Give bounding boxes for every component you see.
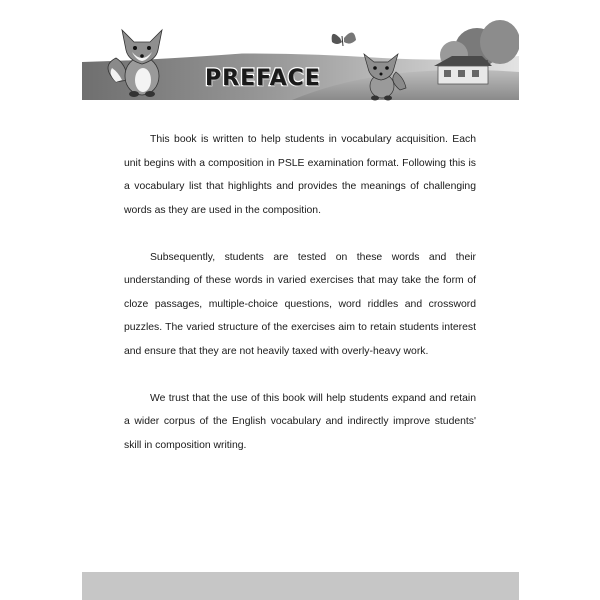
book-page [82, 0, 519, 600]
footer-bar [82, 572, 519, 600]
header-illustration [82, 0, 519, 110]
preface-paragraph: This book is written to help students in vocabulary acquisition. Each unit begins with a composition in PSLE examination format. Following this is a vocabulary list that highlights and provides the meanings of challenging words as they are used in the composition. [124, 134, 476, 216]
preface-body [124, 128, 476, 481]
page-title: PREFACE [205, 66, 321, 91]
preface-paragraph: Subsequently, students are tested on these words and their understanding of these words in varied exercises that may take the form of cloze passages, multiple-choice questions, word riddles and crossword puzzles. The varied structure of the exercises aim to retain students interest and ensure that they are not heavily taxed with overly-heavy work. [124, 251, 476, 357]
preface-paragraph: We trust that the use of this book will help students expand and retain a wider corpus of the English vocabulary and indirectly improve students' skill in composition writing. [124, 392, 476, 451]
